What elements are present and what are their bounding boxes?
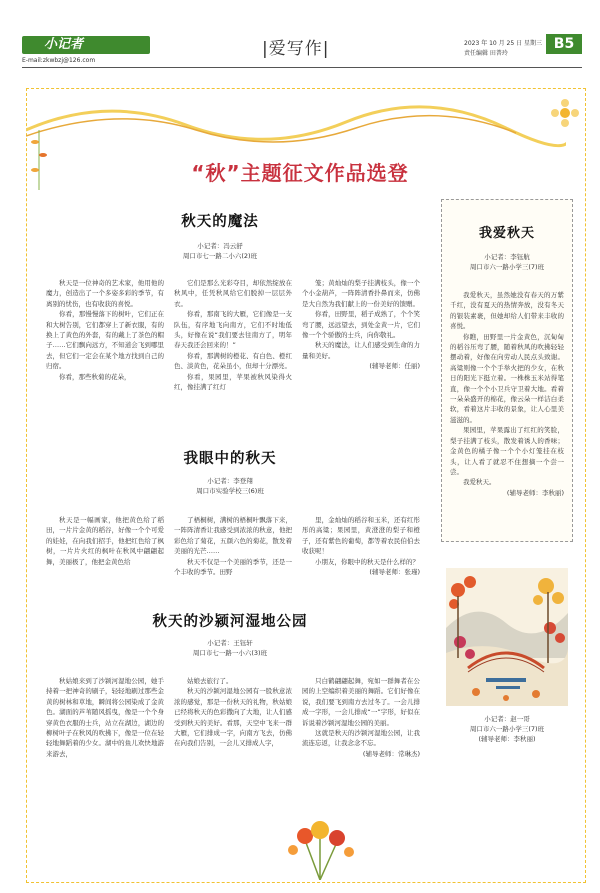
- article2-col3: [302, 515, 420, 581]
- header-rule: [22, 67, 582, 68]
- flower-top-right: [548, 96, 582, 130]
- paragraph: 这就是秋天的沙颍河湿地公园，让我流连忘返，让我念念不忘。: [302, 729, 420, 748]
- article3-teacher: (辅导老师：常琳杰): [362, 749, 420, 758]
- header-meta: [464, 39, 542, 59]
- title-highlight: 秋: [205, 161, 227, 185]
- article2-col1: [46, 515, 164, 577]
- article2-col1-text: 秋天是一幅画家，他把黄色给了稻田，一片片金黄的稻谷，好像一个个可爱的娃娃，在向我们招手，他把红色给了枫树，一片片火红的枫叶在秋风中翩翩起舞，美丽极了，他把金黄色给: [46, 516, 164, 566]
- article3-title: 秋天的沙颍河湿地公园: [152, 614, 308, 630]
- article1-byline: [120, 241, 320, 261]
- paragraph: 你看，果园里，苹果被秋风染得火红，像挂满了红灯: [174, 372, 292, 392]
- paragraph: 里，金灿灿的稻谷和玉米，还有红彤彤的高粱；果园里，黄澄澄的梨子和橙子，还有紫色的葡萄，都等着农民伯伯去收获呢！: [302, 516, 420, 556]
- painting-reporter: 小记者：赵一哥: [484, 715, 530, 723]
- sidebar-reporter: 小记者：李钰航: [484, 253, 530, 261]
- painting-teacher: (辅导老师：李秋丽): [478, 735, 536, 743]
- feature-title: [0, 157, 600, 186]
- paragraph: 秋天的沙颍河湿地公园有一股秋意浓浓的感觉，那是一份秋天的礼物，秋姑娘已经将秋天的色彩撒向了大地，让人们感受到秋天的美好。看那，天空中飞来一群大雁，它们排成一字，向南方飞去，仿佛在向我们告别，一会儿又排成人字，: [174, 687, 292, 748]
- paragraph: 姑娘去旅行了。: [187, 677, 233, 685]
- logo-band: [22, 36, 150, 54]
- article2-school: 周口市实验学校三(6)班: [196, 487, 264, 495]
- paragraph: 小朋友，你眼中的秋天是什么样的？: [315, 557, 419, 566]
- title-close-quote: ”: [226, 161, 241, 185]
- section-title: |爱写作|: [262, 39, 330, 59]
- article3-byline: [130, 638, 330, 658]
- paragraph: 秋天的魔法，让人们感受到生命的力量和美好。: [302, 341, 420, 360]
- article3-col3: [302, 676, 420, 802]
- article1-col1: [46, 278, 164, 394]
- article1-col3: [302, 278, 420, 406]
- header-email: E-mail:zkwbzj@126.com: [22, 57, 96, 64]
- page-number-badge: B5: [546, 34, 582, 54]
- painting-school: 周口市六一路小学三(7)班: [469, 725, 545, 733]
- paragraph: 果园里，苹果露出了红红的笑脸，梨子挂满了枝头，散发着诱人的香味；金黄色的橘子像一个个小灯笼挂在枝头，让人看了就忍不住想摘一个尝一尝。: [450, 426, 564, 476]
- article2-byline: [130, 476, 330, 496]
- paragraph: 了梧桐树，满树的梧桐叶飘落下来，一阵阵清香让我感受到浓浓的秋意，他把彩色给了菊花，五颜六色的菊花，散发着美丽的光芒……: [174, 516, 292, 556]
- paragraph: 我爱秋天，虽然她没有春天的万紫千红，没有夏天的热情奔放，没有冬天的银装素裹，但她却给人们带来丰收的喜悦。: [450, 291, 564, 331]
- article3-reporter: 小记者：王钰轩: [207, 639, 253, 647]
- article3-col1: [46, 676, 164, 802]
- paragraph: 你看，那满树的橙花、有白色、橙红色、淡黄色，花朵虽小，但却十分漂亮。: [174, 351, 292, 371]
- paragraph: 只白鹤翩翩起舞，宛如一群舞者在公园的上空编织着美丽的舞蹈。它们好像在说，我们要飞到南方去过冬了。一会儿排成一字形，一会儿排成“一”字形，好似在诉说着沙颍河湿地公园的美丽。: [302, 677, 420, 727]
- article2-col2: [174, 515, 292, 577]
- flower-bouquet-bottom: [265, 810, 375, 880]
- paragraph: 你看，田野里，稻子成熟了，个个笑弯了腰，远远望去，到处金黄一片，它们像一个个骄傲的士兵，向你敬礼。: [302, 310, 420, 340]
- article1-col2: [174, 278, 292, 394]
- article2-teacher: (辅导老师：张瑾): [369, 568, 420, 577]
- decorative-wave: [26, 100, 566, 150]
- article2-title: 我眼中的秋天: [183, 451, 277, 467]
- title-open-quote: “: [191, 161, 206, 185]
- article1-reporter: 小记者：冯云舒: [197, 242, 243, 250]
- paragraph: 笼；黄灿灿的梨子挂满枝头，像一个个小金葫芦，一阵阵清香扑鼻而来，仿佛是大自然为我们献上的一份美好的馈赠。: [302, 279, 420, 308]
- paragraph: 你瞧，田野里一片金黄色，沉甸甸的稻谷压弯了腰，随着秋风的吹拂轻轻摆动着，好像在向劳动人民点头致谢。高粱则像一个个手举火把的少女，在秋日的阳光下挺立着。一株株玉米站得笔直，像一个个小卫兵守卫着大地。看着一朵朵盛开的棉花，像云朵一样洁白柔软，看着这片丰收的景象，让人心里美滋滋的。: [450, 332, 564, 424]
- article2-reporter: 小记者：李登翔: [207, 477, 253, 485]
- painting-caption: [441, 714, 573, 744]
- paragraph: 秋天不仅是一个美丽的季节，还是一个丰收的季节。田野: [174, 557, 292, 577]
- student-painting: [446, 568, 568, 706]
- issue-date: 2023 年 10 月 25 日 星期三: [464, 40, 542, 47]
- article3-col1-text: 秋姑娘来到了沙颍河湿地公园，她手持着一把神奇的刷子，轻轻地刷过那些金黄的树林和草地，瞬间将公园染成了金黄色。湖面的芦苇随风摇曳，像是一个个身穿黄色衣服的士兵，站立在湖边，湖边的柳树叶子在秋风的吹拂下，像是一位在轻轻地舞蹈着的少女。湖中的鱼儿欢快地游来游去，: [46, 677, 164, 758]
- sidebar-title: 我爱秋天: [478, 226, 535, 241]
- paragraph: 你看，那南飞的大雁，它们像是一支队伍，有序地飞向南方，它们不时地低头，好像在说“我们要去往南方了，明年春天我还会回来的！”: [174, 310, 292, 350]
- paragraph: 它们是那么光彩夺目，却依然绽放在秋风中，任凭秋风给它们脱掉一层层外衣。: [174, 279, 292, 308]
- paragraph: 秋天是一位神奇的艺术家，他用他的魔力，创造出了一个多姿多彩的季节，有离别的忧伤，也有收获的喜悦。: [46, 279, 164, 308]
- paragraph: 你看，那些秋菊的花朵，: [59, 372, 131, 381]
- editor-credit: 责任编辑 田普玲: [464, 50, 508, 57]
- paragraph: 你看，那慢慢落下的树叶，它们正在和大树告别，它们都穿上了新衣服，有的换上了黄色的外套，有的戴上了茶色的帽子……它们飘向远方，不知道会飞到哪里去，但它们一定会在某个地方找到自己的归宿。: [46, 310, 164, 371]
- newspaper-logo: 小记者: [44, 37, 84, 52]
- sidebar-box: [441, 199, 573, 542]
- article3-col2: [174, 676, 292, 802]
- sidebar-body: [450, 290, 564, 535]
- sidebar-school: 周口市六一路小学三(7)班: [469, 263, 545, 271]
- article1-school: 周口市七一路二小六(2)班: [182, 252, 258, 260]
- article1-teacher: (辅导老师：任丽): [369, 362, 420, 371]
- sidebar-teacher: (辅导老师：李秋丽): [506, 488, 564, 497]
- autumn-landscape-illustration: [446, 568, 568, 706]
- paragraph: 我爱秋天。: [463, 478, 496, 487]
- article3-school: 周口市七一路一小六(3)班: [192, 649, 268, 657]
- article1-title: 秋天的魔法: [181, 214, 259, 230]
- sidebar-byline: [442, 252, 572, 272]
- title-rest: 主题征文作品选登: [240, 161, 409, 185]
